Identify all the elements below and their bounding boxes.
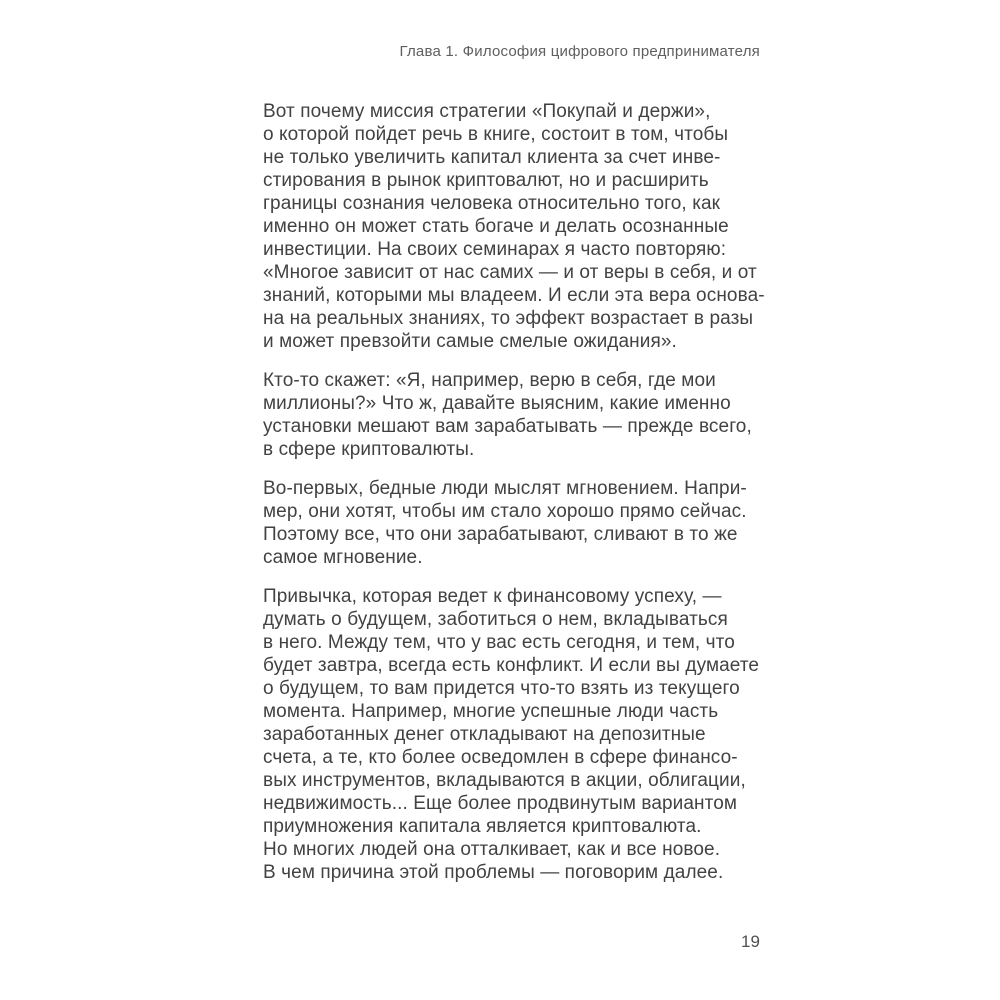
text-line: вых инструментов, вкладываются в акции, облигации,: [263, 770, 746, 791]
text-line: Вот почему миссия стратегии «Покупай и держи»,: [263, 101, 711, 122]
text-line: Во-первых, бедные люди мыслят мгновением. Напри-: [263, 478, 747, 499]
paragraph: [263, 369, 752, 461]
text-line: Кто-то скажет: «Я, например, верю в себя, где мои: [263, 370, 716, 391]
text-line: о которой пойдет речь в книге, состоит в том, чтобы: [263, 124, 729, 145]
text-line: мер, они хотят, чтобы им стало хорошо прямо сейчас.: [263, 501, 747, 522]
text-line: о будущем, то вам придется что-то взять из текущего: [263, 678, 740, 699]
text-line: самое мгновение.: [263, 547, 423, 568]
text-line: будет завтра, всегда есть конфликт. И если вы думаете: [263, 655, 760, 676]
text-line: установки мешают вам зарабатывать — прежде всего,: [263, 416, 752, 437]
text-line: счета, а те, кто более осведомлен в сфере финансо-: [263, 747, 738, 768]
paragraph: [263, 477, 747, 569]
text-line: на на реальных знаниях, то эффект возрастает в разы: [263, 308, 754, 329]
text-line: стирования в рынок криптовалют, но и расширить: [263, 170, 709, 191]
text-line: думать о будущем, заботиться о нем, вкладываться: [263, 609, 728, 630]
text-line: и может превзойти самые смелые ожидания».: [263, 331, 677, 352]
text-line: приумножения капитала является криптовалюта.: [263, 816, 702, 837]
text-line: момента. Например, многие успешные люди часть: [263, 701, 719, 722]
running-head: Глава 1. Философия цифрового предпринимателя: [399, 43, 760, 60]
text-line: недвижимость... Еще более продвинутым вариантом: [263, 793, 738, 814]
text-line: Поэтому все, что они зарабатывают, сливают в то же: [263, 524, 738, 545]
text-line: инвестиции. На своих семинарах я часто повторяю:: [263, 239, 727, 260]
text-line: В чем причина этой проблемы — поговорим далее.: [263, 862, 724, 883]
text-line: знаний, которыми мы владеем. И если эта вера основа-: [263, 285, 765, 306]
text-line: в сфере криптовалюты.: [263, 439, 475, 460]
paragraph: [263, 100, 765, 353]
paragraph: [263, 585, 760, 884]
body-text-block: [263, 100, 765, 884]
page-number: 19: [741, 932, 760, 951]
text-line: заработанных денег откладывают на депозитные: [263, 724, 706, 745]
text-line: «Многое зависит от нас самих — и от веры в себя, и от: [263, 262, 757, 283]
text-line: не только увеличить капитал клиента за счет инве-: [263, 147, 721, 168]
text-line: границы сознания человека относительно того, как: [263, 193, 721, 214]
text-line: Но многих людей она отталкивает, как и все новое.: [263, 839, 721, 860]
text-line: Привычка, которая ведет к финансовому успеху, —: [263, 586, 722, 607]
text-line: миллионы?» Что ж, давайте выясним, какие именно: [263, 393, 731, 414]
text-line: именно он может стать богаче и делать осознанные: [263, 216, 729, 237]
text-line: в него. Между тем, что у вас есть сегодня, и тем, что: [263, 632, 735, 653]
